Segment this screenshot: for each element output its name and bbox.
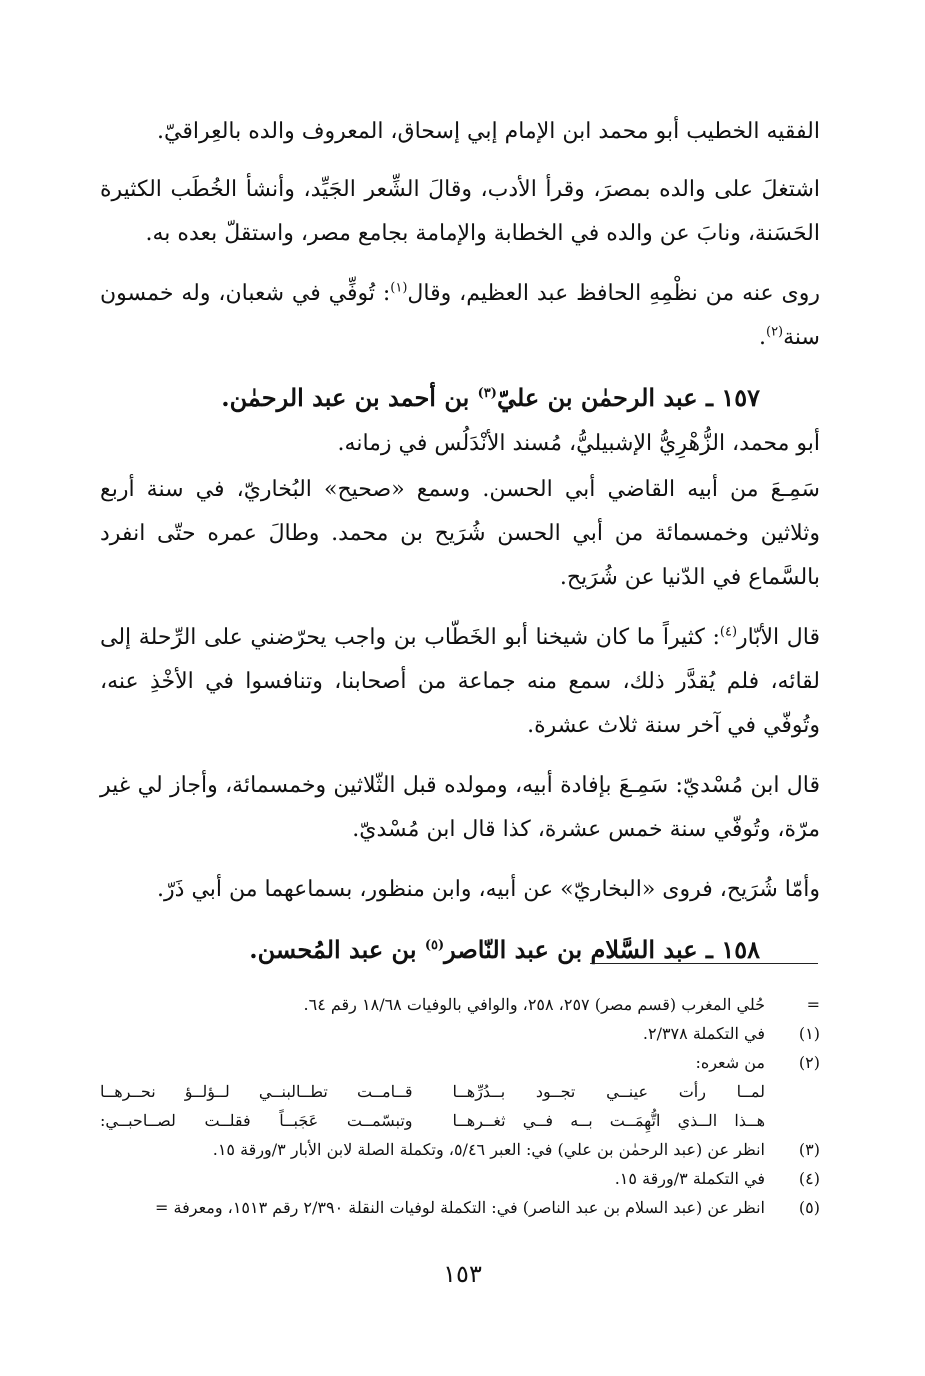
footnote-divider xyxy=(590,963,818,964)
footnote-ref-2: (٢) xyxy=(765,324,784,340)
entry-158-title-a: ١٥٨ ـ عبد السَّلام بن عبد النّاصر xyxy=(444,935,760,964)
footnote-mark: = xyxy=(806,995,820,1014)
footnote-mark: (٣) xyxy=(798,1140,820,1159)
footnote-text: انظر عن (عبد السلام بن عبد الناصر) في: التكملة لوفيات النقلة ٢/٣٩٠ رقم ١٥١٣، ومعرفة = xyxy=(155,1198,765,1217)
entry-157-heading xyxy=(100,376,820,420)
narration-text-a: روى عنه من نظْمِهِ الحافظ عبد العظيم، وقال xyxy=(407,281,820,306)
footnote-mark: (٥) xyxy=(798,1198,820,1217)
entry-158-heading xyxy=(100,928,820,972)
footnote-text: من شعره: xyxy=(695,1053,765,1072)
poem-hemistich: هــذا الــذي اتُّهِمَــت بــه فــي ثغــرهــا xyxy=(452,1111,765,1130)
abbar-quote-b: : كثيراً ما كان شيخنا أبو الخَطّاب بن واجب يحرّضني على الرِّحلة إلى لقائه، فلم يُقدَّر ذلك، سمع منه جماعة من أصحابنا، وتنافسوا في الأخْذِ عنه، وتُوفّي في آخر سنة ثلاث عشرة. xyxy=(100,625,820,738)
narration-text-b: : تُوفِّي في شعبان، وله خمسون سنة xyxy=(100,281,820,350)
poem-hemistich: وتبسّمــت عَجَبــاً فقلــت لصــاحبــي: xyxy=(100,1111,413,1130)
entry-157-paragraph-2 xyxy=(100,616,820,748)
footnote-text: حُلي المغرب (قسم مصر) ٢٥٧، ٢٥٨، والوافي بالوفيات ١٨/٦٨ رقم ٦٤. xyxy=(303,995,765,1014)
footnote-text: في التكملة ٢/٣٧٨. xyxy=(642,1024,765,1043)
footnote-ref-5: (٥) xyxy=(424,938,445,953)
entry-157-subtitle: أبو محمد، الزُّهْرِيُّ الإشبيليُّ، مُسند الأنْدَلُس في زمانه. xyxy=(337,431,820,456)
poem-verse-2 xyxy=(100,1106,765,1135)
footnote-3 xyxy=(100,1135,820,1164)
paragraph-narration xyxy=(100,272,820,360)
entry-158-title-b: بن عبد المُحسن. xyxy=(249,935,425,964)
footnote-4 xyxy=(100,1164,820,1193)
poem-hemistich: لمــا رأت عينــي تجــود بــدُرِّهــا xyxy=(452,1082,765,1101)
footnote-ref-4: (٤) xyxy=(719,624,738,640)
footnote-2 xyxy=(100,1048,820,1077)
entry-157-title-b: بن أحمد بن عبد الرحمٰن. xyxy=(221,383,478,412)
footnote-5 xyxy=(100,1193,820,1222)
narration-text-c: . xyxy=(758,325,766,350)
paragraph-intro: الفقيه الخطيب أبو محمد ابن الإمام إبي إسحاق، المعروف والده بالعِراقيّ. xyxy=(156,119,820,144)
abbar-quote-a: قال الأبّار xyxy=(737,625,820,650)
entry-157-paragraph-3: قال ابن مُسْديّ: سَمِـعَ بإفادة أبيه، ومولده قبل الثّلاثين وخمسمائة، وأجاز لي غير مرّة، وتُوفّي سنة خمس عشرة، كذا قال ابن مُسْديّ. xyxy=(100,773,820,842)
footnote-text: في التكملة ٣/ورقة ١٥. xyxy=(614,1169,765,1188)
footnotes xyxy=(100,990,820,1222)
footnote-text: انظر عن (عبد الرحمٰن بن علي) في: العبر ٥/٤٦، وتكملة الصلة لابن الأبار ٣/ورقة ١٥. xyxy=(212,1140,765,1159)
entry-157-title-a: ١٥٧ ـ عبد الرحمٰن بن عليّ xyxy=(496,383,760,412)
poem-verse-1 xyxy=(100,1077,765,1106)
paragraph-study: اشتغلَ على والده بمصرَ، وقرأ الأدب، وقالَ الشِّعر الجَيِّد، وأنشأ الخُطَب الكثيرة الحَسَنة، ونابَ عن والده في الخطابة والإمامة بجامع مصر، واستقلّ بعده به. xyxy=(100,177,820,246)
main-text xyxy=(100,110,820,974)
footnote-mark: (٤) xyxy=(798,1169,820,1188)
entry-157-paragraph-1: سَمِـعَ من أبيه القاضي أبي الحسن. وسمع «صحيح» البُخاريّ، في سنة أربع وثلاثين وخمسمائة من أبي الحسن شُرَيح بن محمد. وطالَ عمره حتّى انفرد بالسَّماع في الدّنيا عن شُرَيح. xyxy=(100,477,820,590)
footnote-1 xyxy=(100,1019,820,1048)
footnote-continuation xyxy=(100,990,820,1019)
poem xyxy=(100,1077,820,1135)
entry-157-paragraph-4: وأمّا شُرَيح، فروى «البخاريّ» عن أبيه، وابن منظور، بسماعهما من أبي ذَرّ. xyxy=(157,877,820,902)
footnote-mark: (٢) xyxy=(798,1053,820,1072)
footnote-ref-1: (١) xyxy=(390,280,408,296)
footnote-ref-3: (٣) xyxy=(477,386,497,401)
poem-hemistich: قــامــت تطــالبنــي لــؤلــؤ نحــرهــا xyxy=(100,1082,413,1101)
footnote-mark: (١) xyxy=(798,1024,820,1043)
page-number: ١٥٣ xyxy=(443,1260,482,1288)
